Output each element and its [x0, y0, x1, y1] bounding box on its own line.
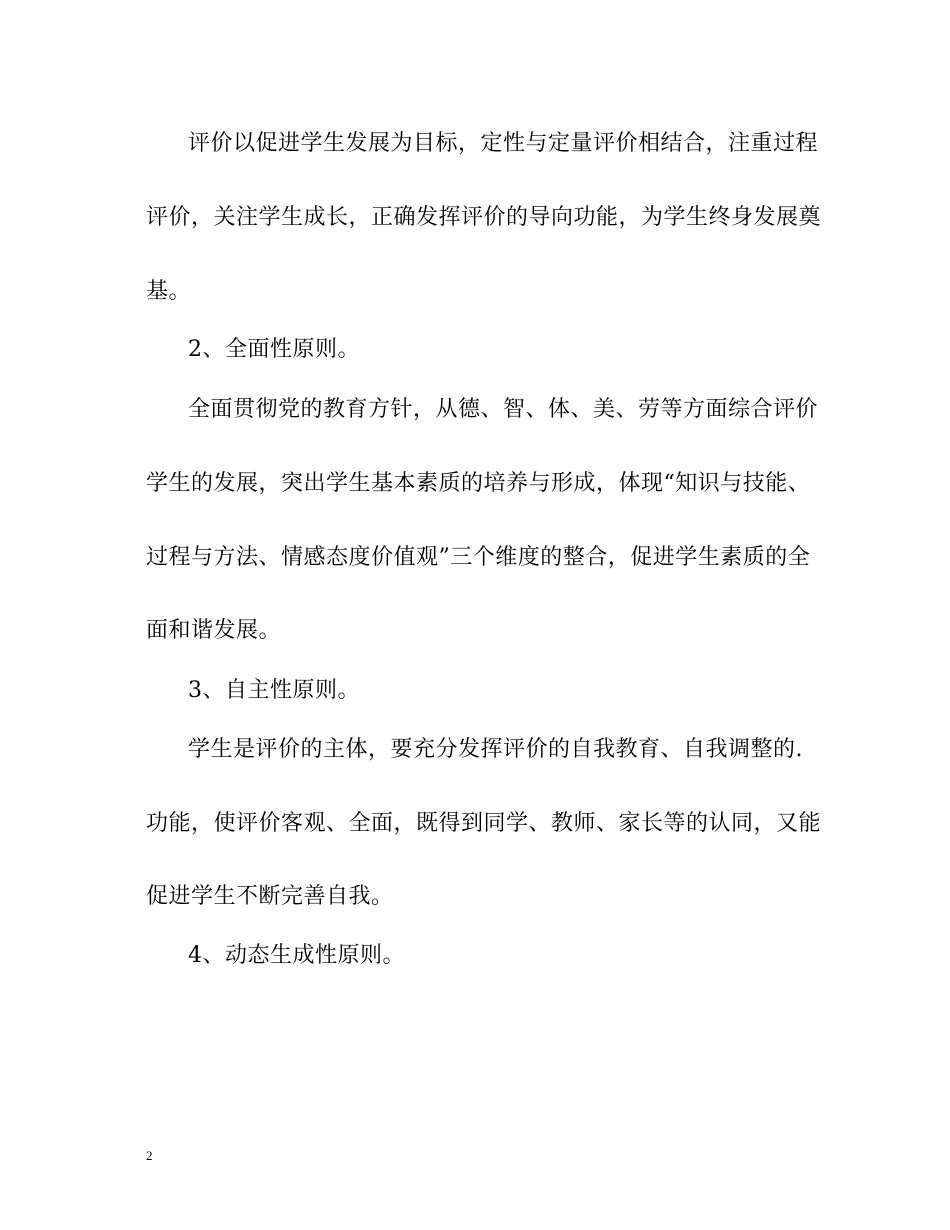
section-heading-3: 3、自主性原则。	[188, 678, 360, 703]
paragraph-line-2: 评价，关注学生成长，正确发挥评价的导向功能，为学生终身发展奠	[146, 205, 822, 230]
paragraph-line-3: 基。	[146, 279, 192, 304]
paragraph-line-4: 全面贯彻党的教育方针，从德、智、体、美、劳等方面综合评价	[188, 397, 819, 422]
paragraph-line-6: 过程与方法、情感态度价值观”三个维度的整合，促进学生素质的全	[146, 545, 811, 570]
paragraph-line-8: 学生是评价的主体，要充分发挥评价的自我教育、自我调整的.	[188, 737, 803, 762]
paragraph-line-9: 功能，使评价客观、全面，既得到同学、教师、家长等的认同，又能	[146, 811, 822, 836]
paragraph-line-5: 学生的发展，突出学生基本素质的培养与形成，体现“知识与技能、	[146, 471, 811, 496]
paragraph-line-7: 面和谐发展。	[146, 618, 282, 643]
page-number: 2	[146, 1148, 153, 1163]
section-heading-4: 4、动态生成性原则。	[188, 943, 405, 968]
section-heading-2: 2、全面性原则。	[188, 337, 360, 362]
paragraph-line-10: 促进学生不断完善自我。	[146, 884, 394, 909]
paragraph-line-1: 评价以促进学生发展为目标，定性与定量评价相结合，注重过程	[188, 131, 819, 156]
